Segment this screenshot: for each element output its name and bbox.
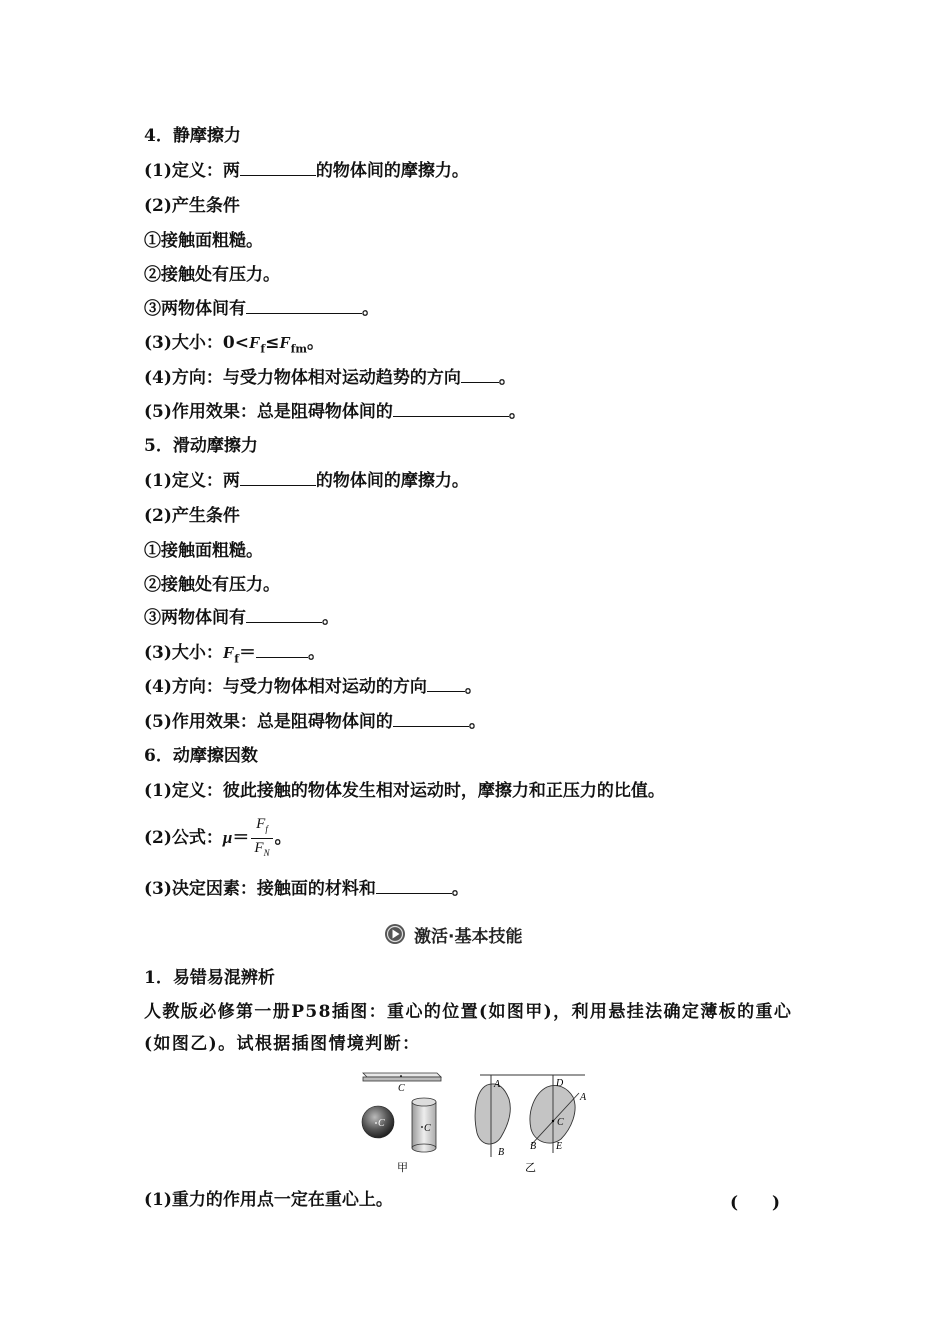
- question-1: (1)重力的作用点一定在重心上。: [144, 1190, 393, 1210]
- s5-conditions: (2)产生条件: [144, 506, 240, 526]
- s4-conditions: (2)产生条件: [144, 196, 240, 216]
- svg-text:C: C: [378, 1118, 385, 1129]
- answer-paren[interactable]: ( ): [730, 1193, 781, 1213]
- fill-blank[interactable]: [393, 710, 469, 727]
- svg-text:A: A: [494, 1079, 501, 1090]
- s4-direction: (4)方向：与受力物体相对运动趋势的方向 。: [144, 368, 516, 388]
- s5-cond-1: ①接触面粗糙。: [144, 541, 263, 561]
- s5-direction: (4)方向：与受力物体相对运动的方向 。: [144, 677, 482, 697]
- fill-blank[interactable]: [246, 606, 322, 623]
- s5-cond-2: ②接触处有压力。: [144, 575, 280, 595]
- s6-formula: (2)公式： μ ＝ $\frac{F_f}{F_N}$ 。: [144, 813, 292, 863]
- banner-label: 激活·基本技能: [414, 926, 523, 947]
- s5-definition: (1)定义：两 的物体间的摩擦力。: [144, 471, 469, 491]
- svg-text:甲: 甲: [397, 1161, 408, 1174]
- svg-text:E: E: [556, 1141, 563, 1152]
- svg-text:A: A: [580, 1092, 587, 1103]
- s1-title: 1．易错易混辨析: [144, 968, 275, 988]
- fill-blank[interactable]: [393, 400, 509, 417]
- s4-cond-2: ②接触处有压力。: [144, 265, 280, 285]
- s4-size: (3)大小：$0<F_f\le F_{fm}$。: [144, 333, 325, 356]
- fill-blank[interactable]: [240, 469, 316, 486]
- s1-paragraph: 人教版必修第一册P58插图：重心的位置(如图甲)，利用悬挂法确定薄板的重心(如图乙)。试根据插图情境判断：: [144, 1002, 793, 1054]
- play-circle-icon: [384, 923, 406, 945]
- s5-cond-3: ③两物体间有 。: [144, 608, 339, 628]
- svg-text:D: D: [556, 1078, 564, 1089]
- section-6-title: 6．动摩擦因数: [144, 746, 258, 766]
- s6-factor: (3)决定因素：接触面的材料和 。: [144, 879, 469, 899]
- s4-cond-1: ①接触面粗糙。: [144, 231, 263, 251]
- svg-text:B: B: [530, 1141, 537, 1152]
- svg-text:乙: 乙: [525, 1161, 536, 1174]
- fraction: $\frac{F_f}{F_N}$: [251, 815, 272, 862]
- fill-blank[interactable]: [427, 675, 465, 692]
- section-5-title: 5．滑动摩擦力: [144, 436, 258, 456]
- svg-text:C: C: [424, 1123, 431, 1134]
- svg-text:C: C: [398, 1083, 405, 1094]
- fill-blank[interactable]: [246, 297, 362, 314]
- svg-text:B: B: [498, 1147, 505, 1158]
- fill-blank[interactable]: [461, 366, 499, 383]
- s4-effect: (5)作用效果：总是阻碍物体间的 。: [144, 402, 526, 422]
- s5-size: (3)大小：$F_f=$ 。: [144, 643, 325, 666]
- fill-blank[interactable]: [256, 641, 308, 658]
- s4-cond-3: ③两物体间有 。: [144, 299, 379, 319]
- svg-text:C: C: [557, 1117, 564, 1128]
- fill-blank[interactable]: [376, 877, 452, 894]
- s5-effect: (5)作用效果：总是阻碍物体间的 。: [144, 712, 486, 732]
- section-banner: [384, 921, 522, 947]
- s4-definition: (1)定义：两 的物体间的摩擦力。: [144, 161, 469, 181]
- s6-definition: (1)定义：彼此接触的物体发生相对运动时，摩擦力和正压力的比值。: [144, 781, 665, 801]
- section-4-title: 4．静摩擦力: [144, 126, 241, 146]
- fill-blank[interactable]: [240, 159, 316, 176]
- gravity-center-figure: [355, 1067, 595, 1179]
